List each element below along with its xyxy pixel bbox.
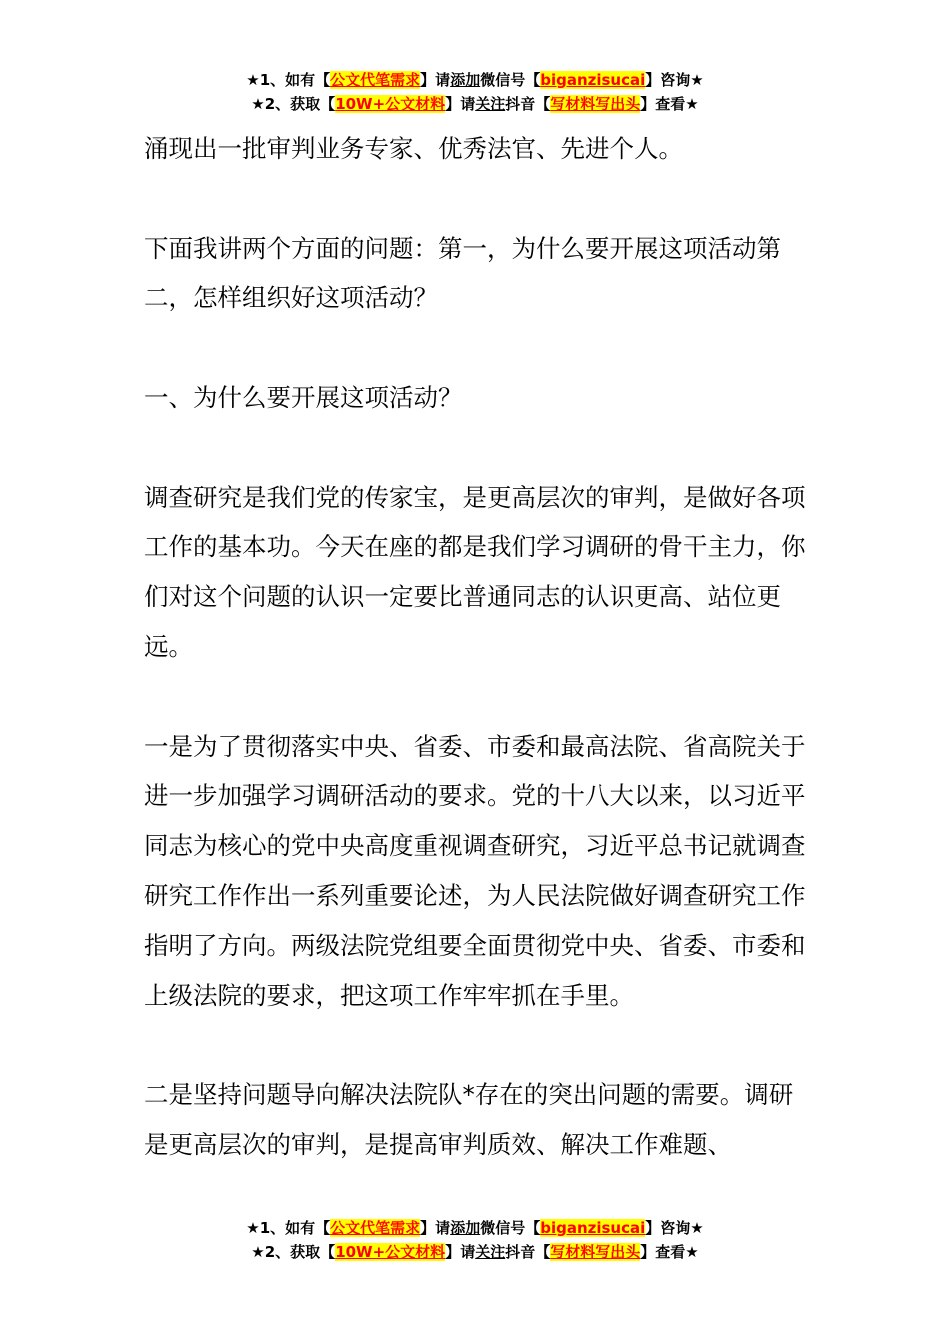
banner-line-1	[0, 1216, 950, 1240]
banner-text: 抖音【	[505, 1243, 551, 1261]
paragraph: 涌现出一批审判业务专家、优秀法官、先进个人。	[144, 134, 683, 163]
banner-text: 】请	[445, 1243, 476, 1261]
banner-emphasis: 关注	[475, 1243, 506, 1261]
banner-text: ★2、获取【	[251, 1243, 336, 1261]
banner-text: 微信号【	[480, 1219, 541, 1237]
header-banner	[0, 68, 950, 116]
banner-text: ★2、获取【	[251, 95, 336, 113]
banner-line-1	[0, 68, 950, 92]
paragraph: 下面我讲两个方面的问题：第一，为什么要开展这项活动第二，怎样组织好这项活动？	[144, 233, 781, 313]
banner-text: 】查看★	[640, 1243, 699, 1261]
banner-text: 微信号【	[480, 71, 541, 89]
banner-highlight: biganzisucai	[540, 71, 646, 89]
banner-highlight: 写材料写出头	[550, 1243, 641, 1261]
banner-emphasis: 添加	[450, 1219, 481, 1237]
banner-line-2	[0, 92, 950, 116]
banner-highlight: 10W+公文材料	[335, 1243, 446, 1261]
banner-line-2	[0, 1240, 950, 1264]
banner-text: 】请	[445, 95, 476, 113]
document-body	[144, 124, 809, 1170]
paragraph: 调查研究是我们党的传家宝，是更高层次的审判，是做好各项工作的基本功。今天在座的都是我们学习调研的骨干主力，你们对这个问题的认识一定要比普通同志的认识更高、站位更远。	[144, 482, 806, 661]
banner-text: 】请	[420, 71, 451, 89]
paragraph: 二是坚持问题导向解决法院队*存在的突出问题的需要。调研是更高层次的审判，是提高审判质效、解决工作难题、	[144, 1080, 794, 1159]
banner-highlight: biganzisucai	[540, 1219, 646, 1237]
section-heading: 一、为什么要开展这项活动？	[144, 382, 463, 412]
banner-text: 】请	[420, 1219, 451, 1237]
banner-highlight: 10W+公文材料	[335, 95, 446, 113]
banner-emphasis: 添加	[450, 71, 481, 89]
banner-text: 】查看★	[640, 95, 699, 113]
banner-text: 抖音【	[505, 95, 551, 113]
paragraph: 一是为了贯彻落实中央、省委、市委和最高法院、省高院关于进一步加强学习调研活动的要求。党的十八大以来，以习近平同志为核心的党中央高度重视调查研究，习近平总书记就调查研究工作作出一系列重要论述，为人民法院做好调查研究工作指明了方向。两级法院党组要全面贯彻党中央、省委、市委和上级法院的要求，把这项工作牢牢抓在手里。	[144, 731, 806, 1010]
banner-highlight: 公文代笔需求	[330, 1219, 421, 1237]
banner-text: ★1、如有【	[246, 1219, 331, 1237]
banner-text: 】咨询★	[645, 71, 704, 89]
banner-highlight: 写材料写出头	[550, 95, 641, 113]
banner-text: ★1、如有【	[246, 71, 331, 89]
banner-text: 】咨询★	[645, 1219, 704, 1237]
banner-emphasis: 关注	[475, 95, 506, 113]
footer-banner	[0, 1216, 950, 1264]
banner-highlight: 公文代笔需求	[330, 71, 421, 89]
